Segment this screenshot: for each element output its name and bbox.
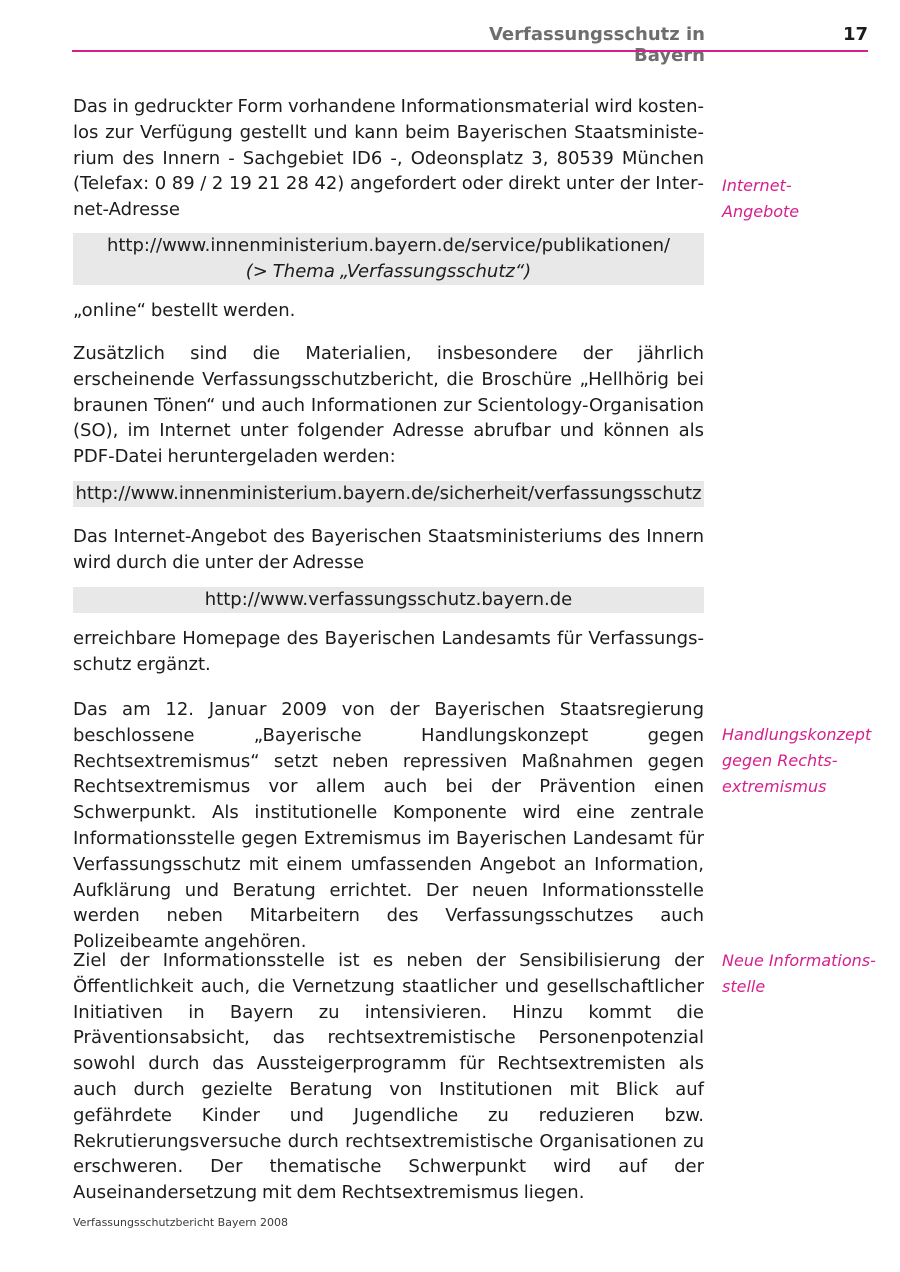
running-header-title: Verfassungsschutz in Bayern xyxy=(488,24,705,66)
paragraph-action-concept: Das am 12. Januar 2009 von der Bayerischen Staatsregierung beschlossene „Bayerische Handlungskonzept gegen Rechtsextremismus“ setzt neben repressiven Maßnahmen gegen Rechtsextremismus vor allem auch bei der Prävention einen Schwerpunkt. Als institutionelle Komponente wird eine zentrale Informationsstelle gegen Extremismus im Bayerischen Landesamt für Verfassungsschutz mit einem umfassenden Angebot an Information, Aufklärung und Beratung errichtet. Der neuen Informationsstelle werden neben Mitarbeitern des Verfassungsschutzes auch Polizeibeamte angehören. xyxy=(73,699,704,953)
header-divider xyxy=(72,50,868,52)
url-box-security xyxy=(73,481,704,507)
paragraph-materials-download: Zusätzlich sind die Materialien, insbesondere der jährlich erscheinende Verfassungsschutzbericht, die Broschüre „Hellhörig bei braunen Tönen“ und auch Informationen zur Scientology-Organisation (SO), im Internet unter folgender Adresse abrufbar und können als PDF-Datei heruntergeladen werden: xyxy=(73,343,704,468)
margin-note-informationsstelle: Neue Informations- stelle xyxy=(722,951,876,996)
paragraph-order-info: Das in gedruckter Form vorhandene Informationsmaterial wird kostenlos zur Verfügung gestellt und kann beim Bayerischen Staatsministerium des Innern - Sachgebiet ID6 -, Odeonsplatz 3, 80539 München (Telefax: 0 89 / 2 19 21 28 42) angefordert oder direkt unter der Internet-Adresse xyxy=(73,96,704,221)
paragraph-homepage-supplement: erreichbare Homepage des Bayerischen Landesamts für Verfassungsschutz ergänzt. xyxy=(73,628,704,675)
url-security-link[interactable]: http://www.innenministerium.bayern.de/sicherheit/verfassungsschutz xyxy=(75,483,702,504)
paragraph-online-order: „online“ bestellt werden. xyxy=(73,300,296,321)
url-publications-topic: (> Thema „Verfassungsschutz“) xyxy=(245,261,532,282)
paragraph-internet-offer: Das Internet-Angebot des Bayerischen Staatsministeriums des Innern wird durch die unter der Adresse xyxy=(73,526,704,573)
url-box-homepage xyxy=(73,587,704,613)
page-footer: Verfassungsschutzbericht Bayern 2008 xyxy=(73,1216,289,1229)
margin-note-internet-angebote: Internet- Angebote xyxy=(722,176,800,221)
paragraph-information-office: Ziel der Informationsstelle ist es neben der Sensibilisierung der Öffentlichkeit auch, die Vernetzung staatlicher und gesellschaftlicher Initiativen in Bayern zu intensivieren. Hinzu kommt die Präventionsabsicht, das rechtsextremistische Personenpotenzial sowohl durch das Aussteigerprogramm für Rechtsextremisten als auch durch gezielte Beratung von Institutionen mit Blick auf gefährdete Kinder und Jugendliche zu reduzieren bzw. Rekrutierungsversuche durch rechtsextremistische Organisationen zu erschweren. Der thematische Schwerpunkt wird auf der Auseinandersetzung mit dem Rechtsextremismus liegen. xyxy=(73,950,704,1204)
url-homepage-link[interactable]: http://www.verfassungsschutz.bayern.de xyxy=(204,589,573,610)
url-publications-link[interactable]: http://www.innenministerium.bayern.de/service/publikationen/ xyxy=(106,235,671,256)
margin-note-handlungskonzept: Handlungskonzept gegen Rechts- extremismus xyxy=(722,725,872,796)
page-number: 17 xyxy=(842,24,868,45)
url-box-publications xyxy=(73,233,704,285)
